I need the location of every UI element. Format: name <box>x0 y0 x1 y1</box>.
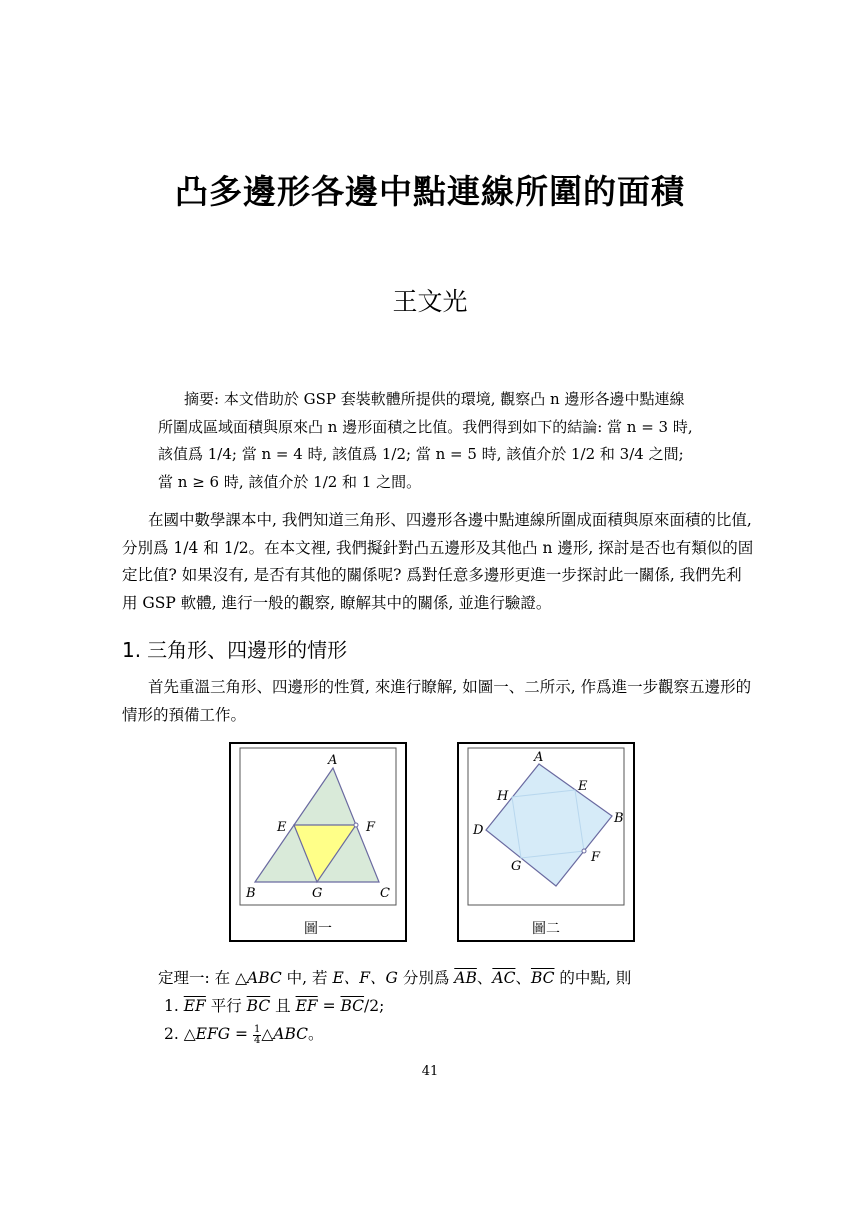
item-text: 且 <box>270 997 296 1015</box>
item-text: 。 <box>307 1025 324 1043</box>
separator: 、 <box>476 969 493 987</box>
triangle-symbol: △ <box>261 1025 274 1043</box>
figure-2-caption: 圖二 <box>532 921 560 937</box>
math-efg: EFG <box>195 1025 231 1043</box>
paper-title: 凸多邊形各邊中點連線所圍的面積 <box>175 172 685 211</box>
math-abc: ABC <box>247 969 282 987</box>
abstract-line: 該值爲 1/4; 當 n = 4 時, 該值爲 1/2; 當 n = 5 時, 該值介於 1/2 和 3/4 之間; <box>158 445 684 463</box>
label-g: G <box>511 859 522 874</box>
theorem-text: 中, 若 <box>281 969 333 987</box>
label-e: E <box>277 820 287 835</box>
page-number: 41 <box>421 1064 439 1079</box>
math-efg: E、F、G <box>332 969 398 987</box>
equals: = <box>317 997 341 1015</box>
paragraph-line: 首先重溫三角形、四邊形的性質, 來進行瞭解, 如圖一、二所示, 作爲進一步觀察五邊形的 <box>148 678 752 696</box>
paragraph-line: 分別爲 1/4 和 1/2。在本文裡, 我們擬針對凸五邊形及其他凸 n 邊形, 探討是否也有類似的固 <box>122 538 754 557</box>
paragraph-line: 用 GSP 軟體, 進行一般的觀察, 瞭解其中的關係, 並進行驗證。 <box>122 593 552 612</box>
label-b: B <box>246 886 256 901</box>
label-c: C <box>380 886 390 901</box>
label-f: F <box>591 850 601 865</box>
theorem-text: 分別爲 <box>397 969 455 987</box>
segment-bc: $\overline{BC}$ <box>246 997 271 1015</box>
segment-ef: $\overline{EF}$ <box>295 997 318 1015</box>
abstract-line: 摘要: 本文借助於 GSP 套裝軟體所提供的環境, 觀察凸 n 邊形各邊中點連線 <box>184 390 685 408</box>
segment-ab: $\overline{AB}$ <box>454 969 477 987</box>
item-text: 平行 <box>205 997 247 1015</box>
theorem-item-2 <box>158 1020 631 1048</box>
section-heading <box>122 634 353 663</box>
theorem-1 <box>158 964 631 1048</box>
paragraph-line: 在國中數學課本中, 我們知道三角形、四邊形各邊中點連線所圍成面積與原來面積的比值, <box>148 511 752 529</box>
item-text: /2; <box>364 997 385 1015</box>
abstract-line: 所圍成區域面積與原來凸 n 邊形面積之比值。我們得到如下的結論: 當 n = 3 時, <box>158 417 693 436</box>
abstract-line: 當 n ≥ 6 時, 該值介於 1/2 和 1 之間。 <box>158 472 422 491</box>
paragraph-line: 情形的預備工作。 <box>122 705 247 724</box>
numerator: 1 <box>253 1023 261 1035</box>
abstract <box>158 386 718 496</box>
segment-bc: $\overline{BC}$ <box>340 997 365 1015</box>
theorem-text: 的中點, 則 <box>554 969 632 987</box>
midpoint-f <box>354 823 358 827</box>
quadrilateral-abcd <box>486 764 612 886</box>
separator: 、 <box>515 969 531 987</box>
section-title: 三角形、四邊形的情形 <box>147 638 348 662</box>
label-h: H <box>497 789 509 804</box>
segment-bc: $\overline{BC}$ <box>530 969 555 987</box>
theorem-statement <box>158 964 631 992</box>
label-g: G <box>312 886 323 901</box>
quadrilateral-diagram <box>459 744 633 914</box>
theorem-head: 定理一: 在 △ <box>158 969 247 987</box>
figure-2 <box>457 742 635 942</box>
label-a: A <box>534 750 544 765</box>
triangle-symbol: △ <box>183 1025 196 1043</box>
paragraph-line: 定比值? 如果沒有, 是否有其他的關係呢? 爲對任意多邊形更進一步探討此一關係, 我們先利 <box>122 566 742 584</box>
intro-paragraph <box>122 507 754 617</box>
theorem-item-1 <box>158 992 631 1020</box>
item-number: 1. <box>164 997 179 1015</box>
section-paragraph <box>122 674 752 729</box>
label-b: B <box>614 811 624 826</box>
item-number: 2. <box>164 1025 179 1043</box>
triangle-diagram <box>231 744 405 914</box>
midpoint-f <box>582 849 586 853</box>
author-name: 王文光 <box>392 287 468 316</box>
math-abc: ABC <box>273 1025 308 1043</box>
figure-1-caption: 圖一 <box>304 921 332 937</box>
section-number: 1. <box>122 638 142 662</box>
segment-ac: $\overline{AC}$ <box>492 969 516 987</box>
label-e: E <box>578 779 588 794</box>
figure-1 <box>229 742 407 942</box>
segment-ef: $\overline{EF}$ <box>183 997 206 1015</box>
denominator: 4 <box>253 1034 261 1046</box>
label-f: F <box>366 820 376 835</box>
label-d: D <box>473 823 484 838</box>
equals: = <box>230 1025 253 1043</box>
label-a: A <box>328 753 338 768</box>
